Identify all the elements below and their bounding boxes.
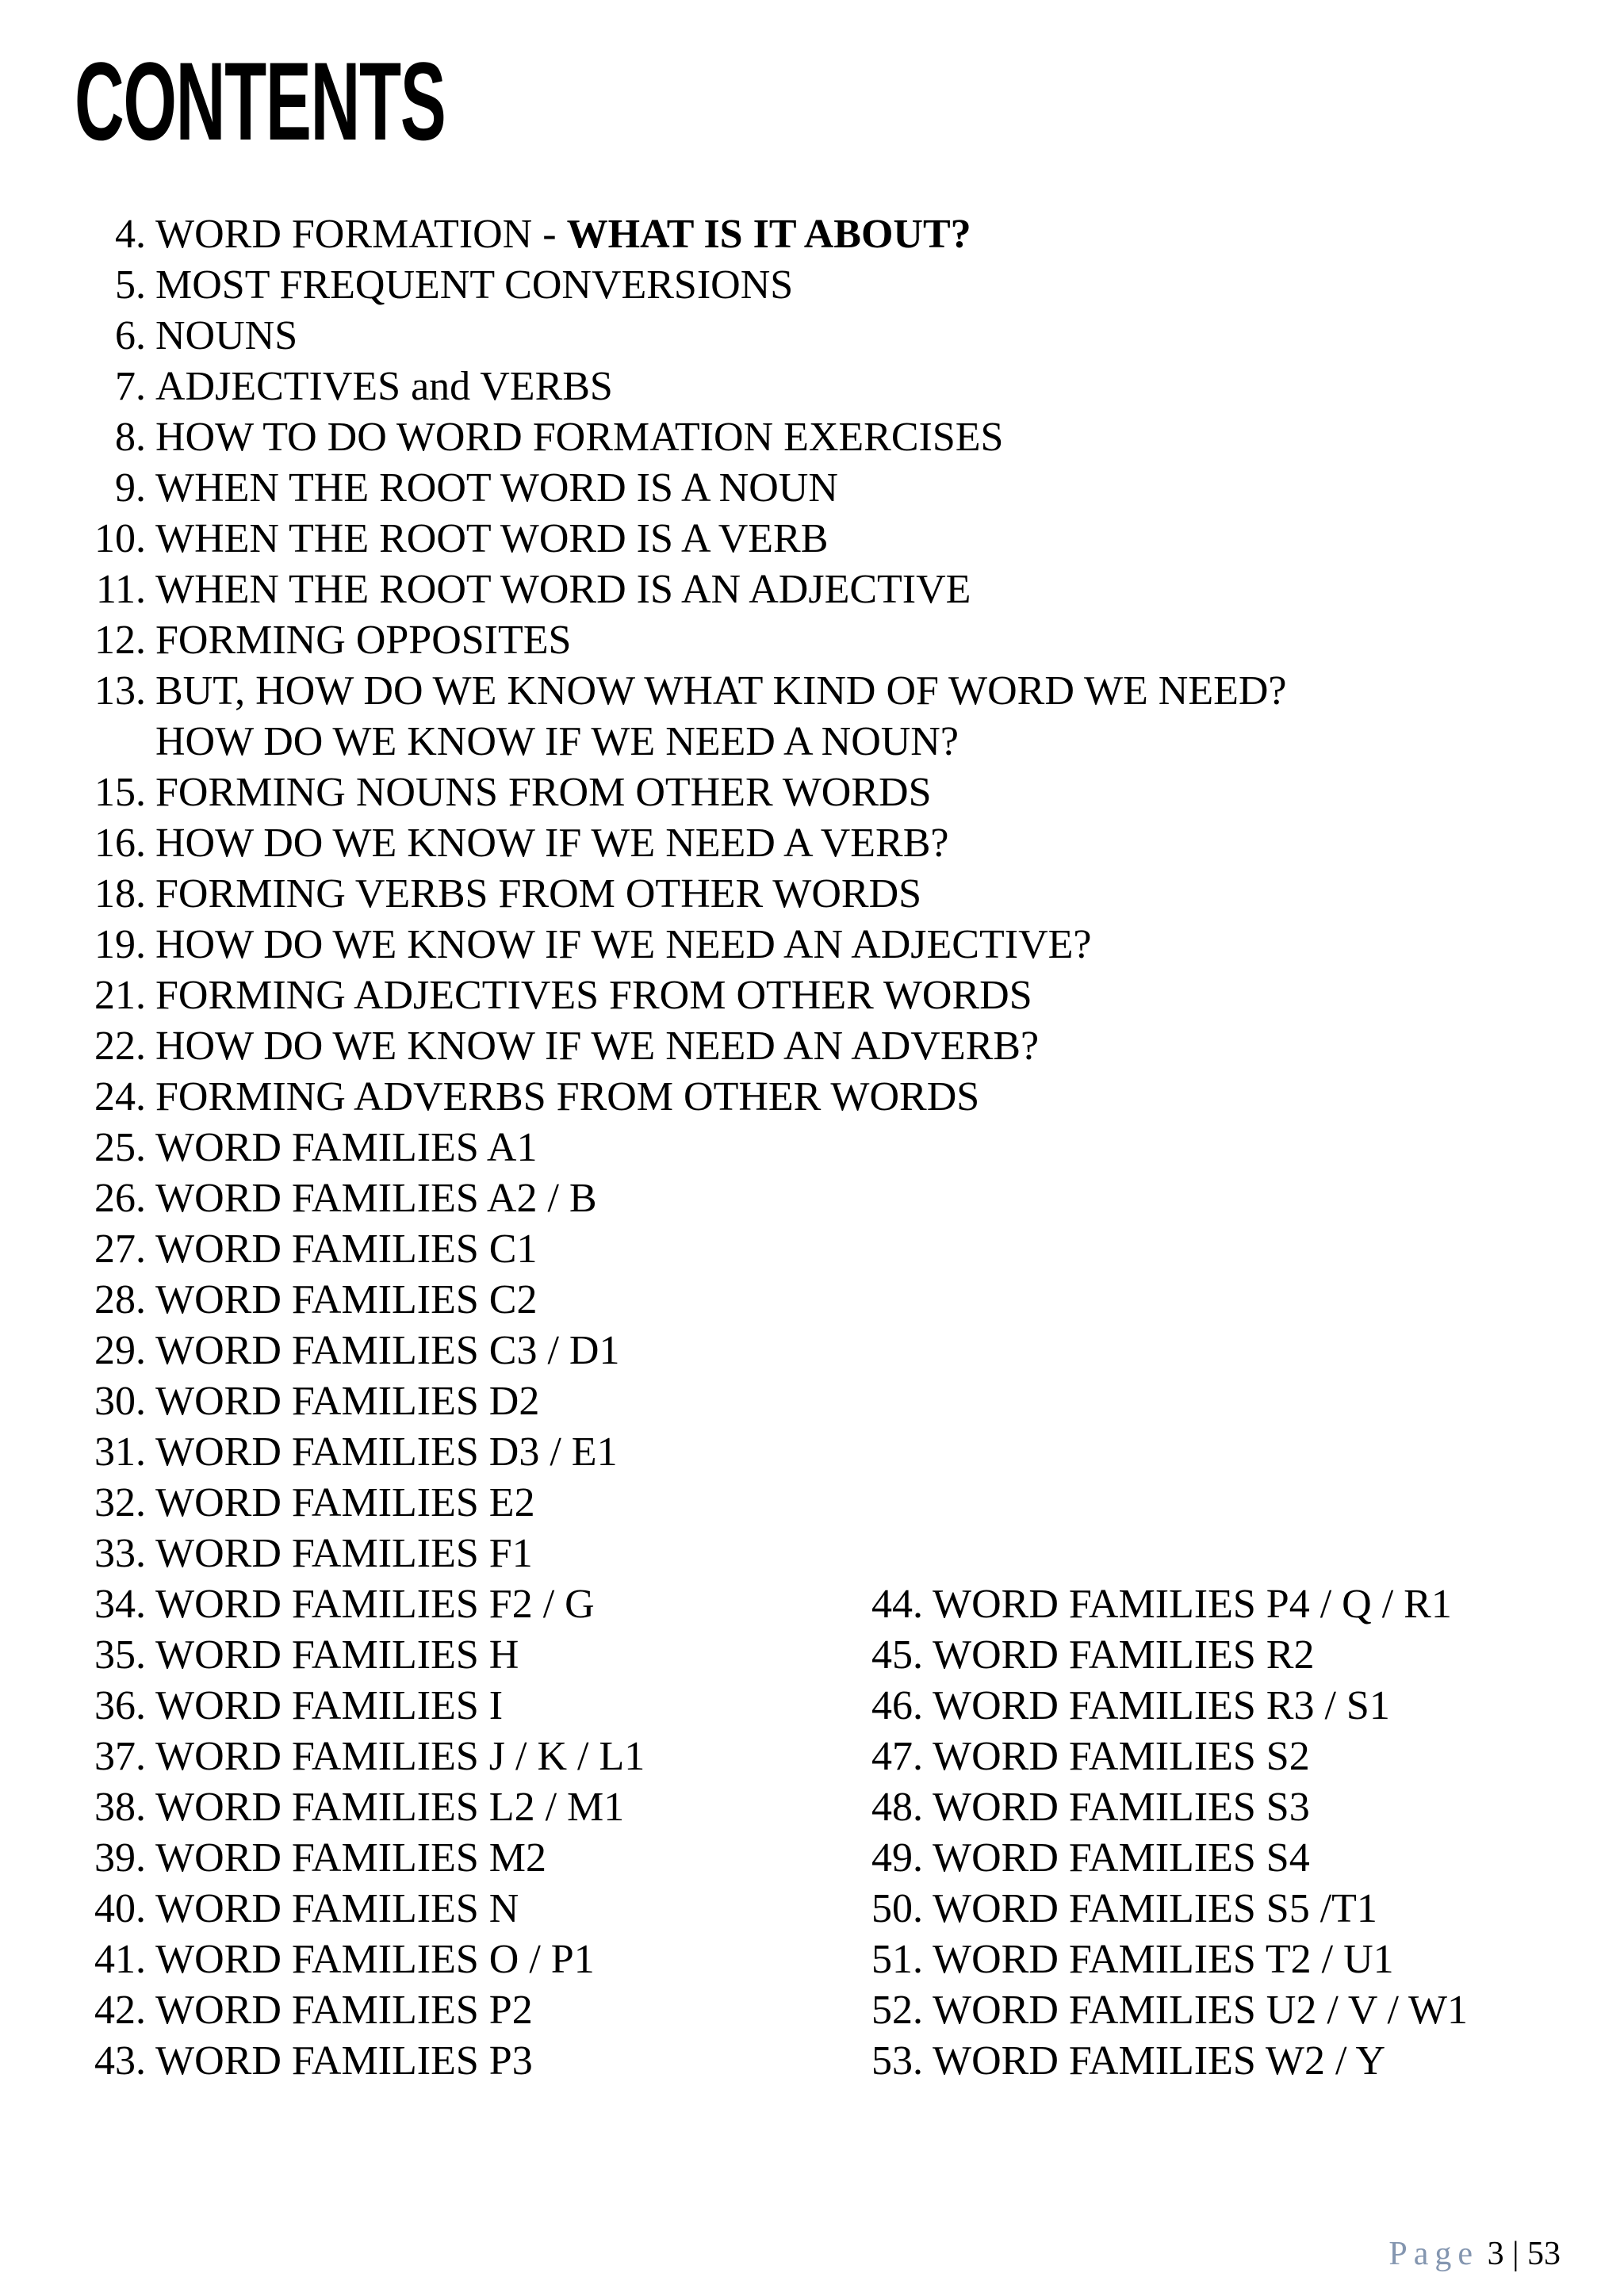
toc-entry-number: 49.	[871, 1835, 923, 1881]
toc-entry-label: WORD FAMILIES O / P1	[155, 1937, 595, 1982]
toc-entry-number: 12.	[94, 618, 146, 663]
page-separator: |	[1512, 2236, 1519, 2272]
toc-entry-label: WORD FAMILIES R2	[933, 1632, 1315, 1678]
total-pages: 53	[1527, 2236, 1561, 2272]
toc-entry-number: 16.	[94, 821, 146, 866]
toc-entry-label: ADJECTIVES and VERBS	[155, 364, 613, 409]
toc-entry-label: WORD FAMILIES M2	[155, 1835, 547, 1881]
toc-entry-number: 36.	[94, 1683, 146, 1728]
page-number: 3	[1487, 2236, 1504, 2272]
toc-entry-number: 53.	[871, 2038, 923, 2084]
toc-entry-bold-label: WHAT IS IT ABOUT?	[566, 212, 971, 257]
toc-entry-number: 47.	[871, 1734, 923, 1779]
toc-entry-label: WORD FAMILIES S5 /T1	[933, 1886, 1377, 1931]
toc-entry-label: WORD FAMILIES T2 / U1	[933, 1937, 1394, 1982]
toc-entry-label: WORD FAMILIES J / K / L1	[155, 1734, 645, 1779]
toc-entry-number: 39.	[94, 1835, 146, 1881]
toc-entry-label: FORMING ADVERBS FROM OTHER WORDS	[155, 1074, 980, 1119]
toc-entry-label: WORD FAMILIES C3 / D1	[155, 1328, 620, 1373]
toc-entry-label: FORMING OPPOSITES	[155, 618, 572, 663]
toc-entry-label: WORD FAMILIES H	[155, 1632, 519, 1678]
toc-entry-number: 6.	[115, 313, 146, 358]
toc-entry-label: WORD FAMILIES S4	[933, 1835, 1310, 1881]
toc-entry-number: 50.	[871, 1886, 923, 1931]
toc-entry-label: WORD FAMILIES N	[155, 1886, 519, 1931]
toc-entry-label: FORMING NOUNS FROM OTHER WORDS	[155, 770, 932, 815]
toc-entry-number: 18.	[94, 871, 146, 916]
toc-entry-number: 5.	[115, 262, 146, 308]
toc-entry-number: 43.	[94, 2038, 146, 2084]
toc-entry-label: WORD FAMILIES A1	[155, 1125, 538, 1170]
toc-entry-label: WORD FAMILIES P2	[155, 1988, 533, 2033]
toc-entry-number: 11.	[95, 567, 146, 612]
toc-entry-number: 19.	[94, 922, 146, 967]
toc-entry-number: 27.	[94, 1226, 146, 1272]
toc-entry-label: WORD FAMILIES W2 / Y	[933, 2038, 1386, 2084]
toc-entry-label: WORD FAMILIES P3	[155, 2038, 533, 2084]
toc-entry-number: 34.	[94, 1582, 146, 1627]
toc-entry-number: 48.	[871, 1785, 923, 1830]
toc-entry-label: WORD FAMILIES S2	[933, 1734, 1310, 1779]
toc-entry-number: 35.	[94, 1632, 146, 1678]
toc-entry-number: 30.	[94, 1379, 146, 1424]
toc-entry-number: 25.	[94, 1125, 146, 1170]
toc-entry-number: 44.	[871, 1582, 923, 1627]
toc-entry-number: 40.	[94, 1886, 146, 1931]
toc-entry-label: WORD FAMILIES C1	[155, 1226, 538, 1272]
toc-entry-label: HOW DO WE KNOW IF WE NEED AN ADJECTIVE?	[155, 922, 1092, 967]
toc-entry-label: WORD FAMILIES I	[155, 1683, 504, 1728]
toc-entry-number: 15.	[94, 770, 146, 815]
toc-entry-number: 46.	[871, 1683, 923, 1728]
toc-entry-label: NOUNS	[155, 313, 298, 358]
toc-entry-number: 13.	[94, 668, 146, 714]
toc-entry-label: WORD FORMATION - WHAT IS IT ABOUT?	[155, 212, 971, 257]
toc-entry-number: 10.	[94, 516, 146, 561]
page-word: Page	[1388, 2236, 1480, 2272]
toc-entry-label: HOW TO DO WORD FORMATION EXERCISES	[155, 415, 1004, 460]
toc-entry-number: 41.	[94, 1937, 146, 1982]
toc-entry-label: WORD FAMILIES A2 / B	[155, 1176, 597, 1221]
toc-entry-label: WORD FAMILIES L2 / M1	[155, 1785, 625, 1830]
toc-entry-label: FORMING ADJECTIVES FROM OTHER WORDS	[155, 973, 1032, 1018]
toc-entry-label: WHEN THE ROOT WORD IS A VERB	[155, 516, 829, 561]
toc-entry-label: WORD FAMILIES C2	[155, 1277, 538, 1322]
toc-entry-label: HOW DO WE KNOW IF WE NEED AN ADVERB?	[155, 1024, 1040, 1069]
page-footer	[1388, 2234, 1561, 2274]
toc-entry-number: 22.	[94, 1024, 146, 1069]
toc-entry-number: 37.	[94, 1734, 146, 1779]
toc-entry-number: 38.	[94, 1785, 146, 1830]
toc-entry-number: 26.	[94, 1176, 146, 1221]
toc-entry-label: WORD FAMILIES F2 / G	[155, 1582, 595, 1627]
toc-entry-label: HOW DO WE KNOW IF WE NEED A NOUN?	[155, 719, 959, 764]
toc-entry-number: 4.	[115, 212, 146, 257]
toc-entry-number: 45.	[871, 1632, 923, 1678]
toc-entry-number: 7.	[115, 364, 146, 409]
toc-entry-label: HOW DO WE KNOW IF WE NEED A VERB?	[155, 821, 949, 866]
toc-entry-number: 33.	[94, 1531, 146, 1576]
toc-entry-number: 42.	[94, 1988, 146, 2033]
toc-entry-label: WORD FAMILIES R3 / S1	[933, 1683, 1390, 1728]
toc-entry-number: 28.	[94, 1277, 146, 1322]
toc-entry-label: WORD FAMILIES P4 / Q / R1	[933, 1582, 1452, 1627]
toc-entry-label: FORMING VERBS FROM OTHER WORDS	[155, 871, 922, 916]
toc-entry-number: 31.	[94, 1429, 146, 1475]
toc-entry-number: 8.	[115, 415, 146, 460]
toc-entry-number: 29.	[94, 1328, 146, 1373]
page-title: CONTENTS	[75, 39, 446, 163]
toc-entry-number: 52.	[871, 1988, 923, 2033]
toc-entry-label: MOST FREQUENT CONVERSIONS	[155, 262, 794, 308]
toc-entry-label: WORD FAMILIES S3	[933, 1785, 1310, 1830]
toc-entry-number: 9.	[115, 465, 146, 511]
toc-entry-number: 21.	[94, 973, 146, 1018]
toc-entry-label: WORD FAMILIES D2	[155, 1379, 540, 1424]
toc-entry-number: 32.	[94, 1480, 146, 1525]
toc-entry-label: WORD FAMILIES F1	[155, 1531, 533, 1576]
toc-entry-label: WORD FAMILIES E2	[155, 1480, 535, 1525]
toc-entry-label: WORD FAMILIES D3 / E1	[155, 1429, 618, 1475]
toc-entry-label: WHEN THE ROOT WORD IS AN ADJECTIVE	[155, 567, 971, 612]
toc-entry-number: 51.	[871, 1937, 923, 1982]
toc-entry-label: WORD FAMILIES U2 / V / W1	[933, 1988, 1469, 2033]
toc-entry-number: 24.	[94, 1074, 146, 1119]
toc-entry-label: WHEN THE ROOT WORD IS A NOUN	[155, 465, 838, 511]
toc-entry-label: BUT, HOW DO WE KNOW WHAT KIND OF WORD WE NEED?	[155, 668, 1287, 714]
